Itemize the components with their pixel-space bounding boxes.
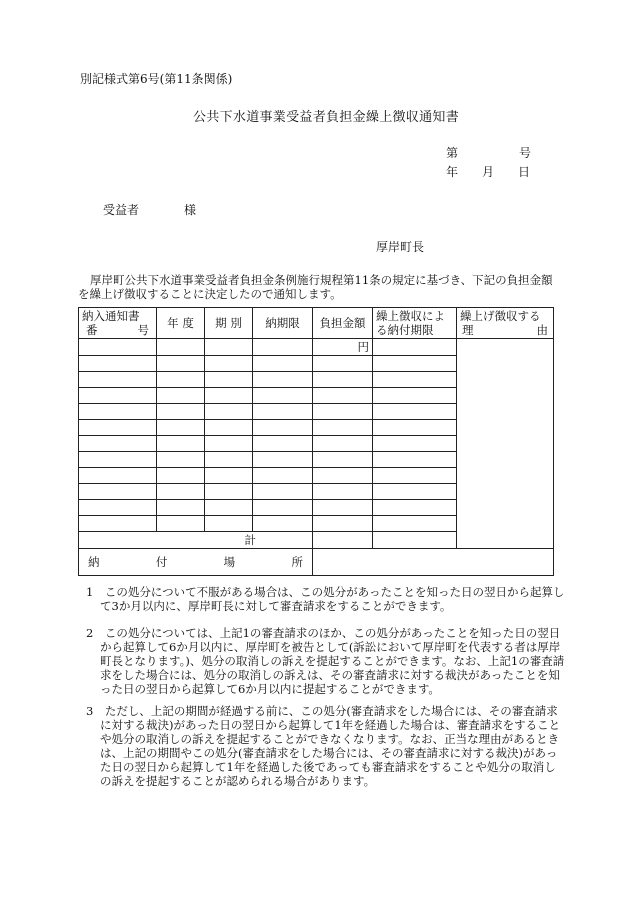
header-deadline: 納期限	[253, 308, 313, 339]
form-number: 別記様式第6号(第11条関係)	[80, 72, 233, 86]
header-period: 期 別	[205, 308, 253, 339]
header-amount: 負担金額	[313, 308, 373, 339]
date-month: 月	[482, 165, 495, 179]
collection-table	[78, 307, 554, 576]
doc-no-suffix: 号	[519, 146, 532, 160]
header-year: 年 度	[157, 308, 205, 339]
table-row	[79, 339, 554, 356]
date-day: 日	[518, 165, 531, 179]
yen-unit: 円	[313, 339, 373, 356]
reason-cell	[457, 339, 554, 549]
header-notice-no: 納入通知書 番 号	[79, 308, 157, 339]
header-reason: 繰上げ徴収する 理 由	[457, 308, 554, 339]
note-3: 3 ただし、上記の期間が経過する前に、この処分(審査請求をした場合には、その審査請求に対する裁決)があった日の翌日から起算して1年を経過した場合は、審査請求をすることや処分の取消しの訴えを提起することができなくなります。なお、正当な理由があるときは、上記の期間やこの処分(審査請求をした場合には、その審査請求に対する裁決)があった日の翌日から起算して1年を経過した後であっても審査請求をすることや処分の取消しの訴えを提起することが認められる場合があります。	[86, 704, 561, 788]
total-amount	[313, 532, 373, 549]
issuer: 厚岸町長	[376, 240, 425, 254]
note-2: 2 この処分については、上記1の審査請求のほか、この処分があったことを知った日の翌日から起算して6か月以内に、厚岸町を被告として(訴訟において厚岸町を代表する者は厚岸町長となります。)、処分の取消しの訴えを提起することができます。なお、上記1の審査請求をした場合には、処分の取消しの訴えは、その審査請求に対する裁決があったことを知った日の翌日から起算して6か月以内に提起することができます。	[86, 626, 565, 696]
payment-place-row	[79, 549, 554, 576]
total-label: 計	[79, 532, 313, 549]
page-title: 公共下水道事業受益者負担金繰上徴収通知書	[193, 110, 460, 125]
payment-place-value	[313, 549, 554, 576]
doc-no-prefix: 第	[446, 146, 459, 160]
date-year: 年	[446, 165, 459, 179]
addressee-label: 受益者	[103, 203, 140, 217]
header-new-deadline: 繰上徴収によ る納付期限	[373, 308, 457, 339]
note-1: 1 この処分について不服がある場合は、この処分があったことを知った日の翌日から起算して3か月以内に、厚岸町長に対して審査請求をすることができます。	[86, 585, 565, 613]
payment-place-label: 納 付 場 所	[79, 549, 313, 576]
addressee-honorific: 様	[184, 203, 197, 217]
intro-text: 厚岸町公共下水道事業受益者負担金条例施行規程第11条の規定に基づき、下記の負担金額を繰上げ徴収することに決定したので通知します。	[78, 273, 553, 301]
